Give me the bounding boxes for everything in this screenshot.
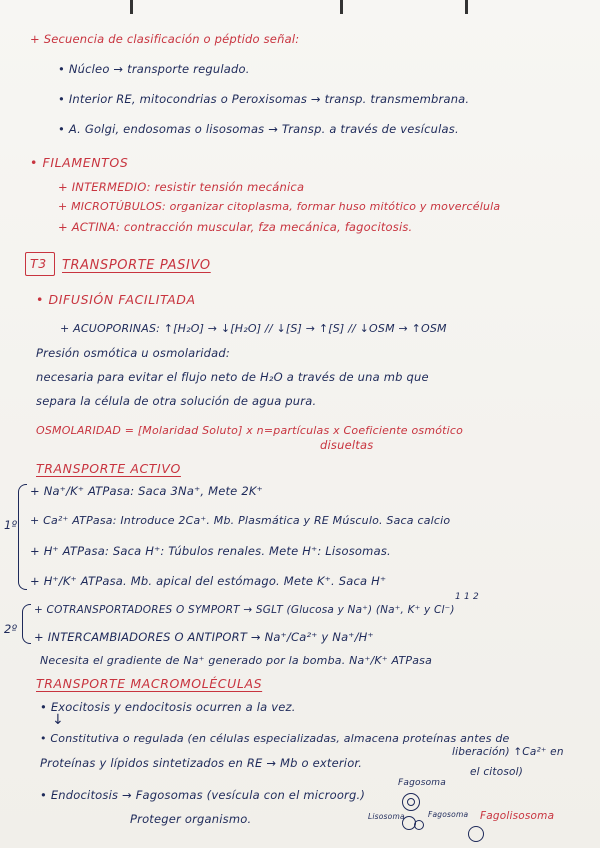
diagram-label: Fagosoma [428, 810, 469, 819]
section-heading: TRANSPORTE ACTIVO [36, 461, 181, 476]
phagosome-core-diagram [407, 798, 415, 806]
group-brace [22, 604, 31, 644]
note-line: + INTERMEDIO: resistir tensión mecánica [58, 180, 305, 194]
note-line: Proteger organismo. [130, 812, 252, 826]
note-line: + Secuencia de clasificación o péptido señal: [30, 32, 300, 46]
note-line: separa la célula de otra solución de agua pura. [36, 394, 317, 408]
section-heading: • FILAMENTOS [30, 155, 129, 170]
page-binding-mark [340, 0, 343, 14]
phagolysosome-diagram [468, 826, 484, 842]
note-line: OSMOLARIDAD = [Molaridad Soluto] x n=partículas x Coeficiente osmótico [36, 424, 464, 437]
note-line: • Constitutiva o regulada (en células especializadas, almacena proteínas antes de [40, 732, 510, 745]
note-line: + INTERCAMBIADORES O ANTIPORT → Na⁺/Ca²⁺ y Na⁺/H⁺ [34, 630, 374, 644]
note-line: + H⁺ ATPasa: Saca H⁺: Túbulos renales. Mete H⁺: Lisosomas. [30, 544, 391, 558]
note-annotation: 1 1 2 [455, 592, 479, 602]
section-heading: TRANSPORTE PASIVO [62, 258, 211, 273]
note-line: liberación) ↑Ca²⁺ en [452, 746, 564, 758]
page-binding-mark [130, 0, 133, 14]
note-line: Presión osmótica u osmolaridad: [36, 346, 230, 360]
note-line: el citosol) [470, 766, 524, 778]
page-binding-mark [465, 0, 468, 14]
note-line: • Endocitosis → Fagosomas (vesícula con el microorg.) [40, 788, 366, 802]
diagram-label: Fagosoma [398, 778, 446, 788]
note-line: • A. Golgi, endosomas o lisosomas → Transp. a través de vesículas. [58, 122, 459, 136]
note-line: Necesita el gradiente de Na⁺ generado por la bomba. Na⁺/K⁺ ATPasa [40, 654, 433, 667]
section-heading: TRANSPORTE MACROMOLÉCULAS [36, 676, 263, 691]
note-line: disueltas [320, 438, 374, 452]
note-line: • Interior RE, mitocondrias o Peroxisomas → transp. transmembrana. [58, 92, 470, 106]
diagram-label: Lisosoma [368, 812, 405, 821]
note-line: + H⁺/K⁺ ATPasa. Mb. apical del estómago. Mete K⁺. Saca H⁺ [30, 574, 387, 588]
order-marker: 2º [4, 622, 18, 636]
lysosome-diagram [414, 820, 424, 830]
diagram-label: Fagolisosoma [480, 810, 555, 822]
note-line: • Núcleo → transporte regulado. [58, 62, 250, 76]
topic-number: T3 [30, 256, 47, 271]
note-line: + Ca²⁺ ATPasa: Introduce 2Ca⁺. Mb. Plasmática y RE Músculo. Saca calcio [30, 514, 451, 527]
section-heading: • DIFUSIÓN FACILITADA [36, 292, 196, 307]
order-marker: 1º [4, 518, 18, 532]
note-line: + ACTINA: contracción muscular, fza mecánica, fagocitosis. [58, 220, 413, 234]
note-line: + ACUOPORINAS: ↑[H₂O] → ↓[H₂O] // ↓[S] → ↑[S] // ↓OSM → ↑OSM [60, 322, 447, 335]
note-line: + COTRANSPORTADORES O SYMPORT → SGLT (Glucosa y Na⁺) (Na⁺, K⁺ y Cl⁻) [34, 604, 455, 616]
arrow-down-icon: ↓ [52, 712, 64, 728]
group-brace [18, 484, 27, 590]
note-line: + Na⁺/K⁺ ATPasa: Saca 3Na⁺, Mete 2K⁺ [30, 484, 263, 498]
note-line: necesaria para evitar el flujo neto de H₂O a través de una mb que [36, 370, 429, 384]
note-line: + MICROTÚBULOS: organizar citoplasma, formar huso mitótico y movercélula [58, 200, 501, 213]
note-line: Proteínas y lípidos sintetizados en RE → Mb o exterior. [40, 756, 363, 770]
note-line: • Exocitosis y endocitosis ocurren a la vez. [40, 700, 296, 714]
